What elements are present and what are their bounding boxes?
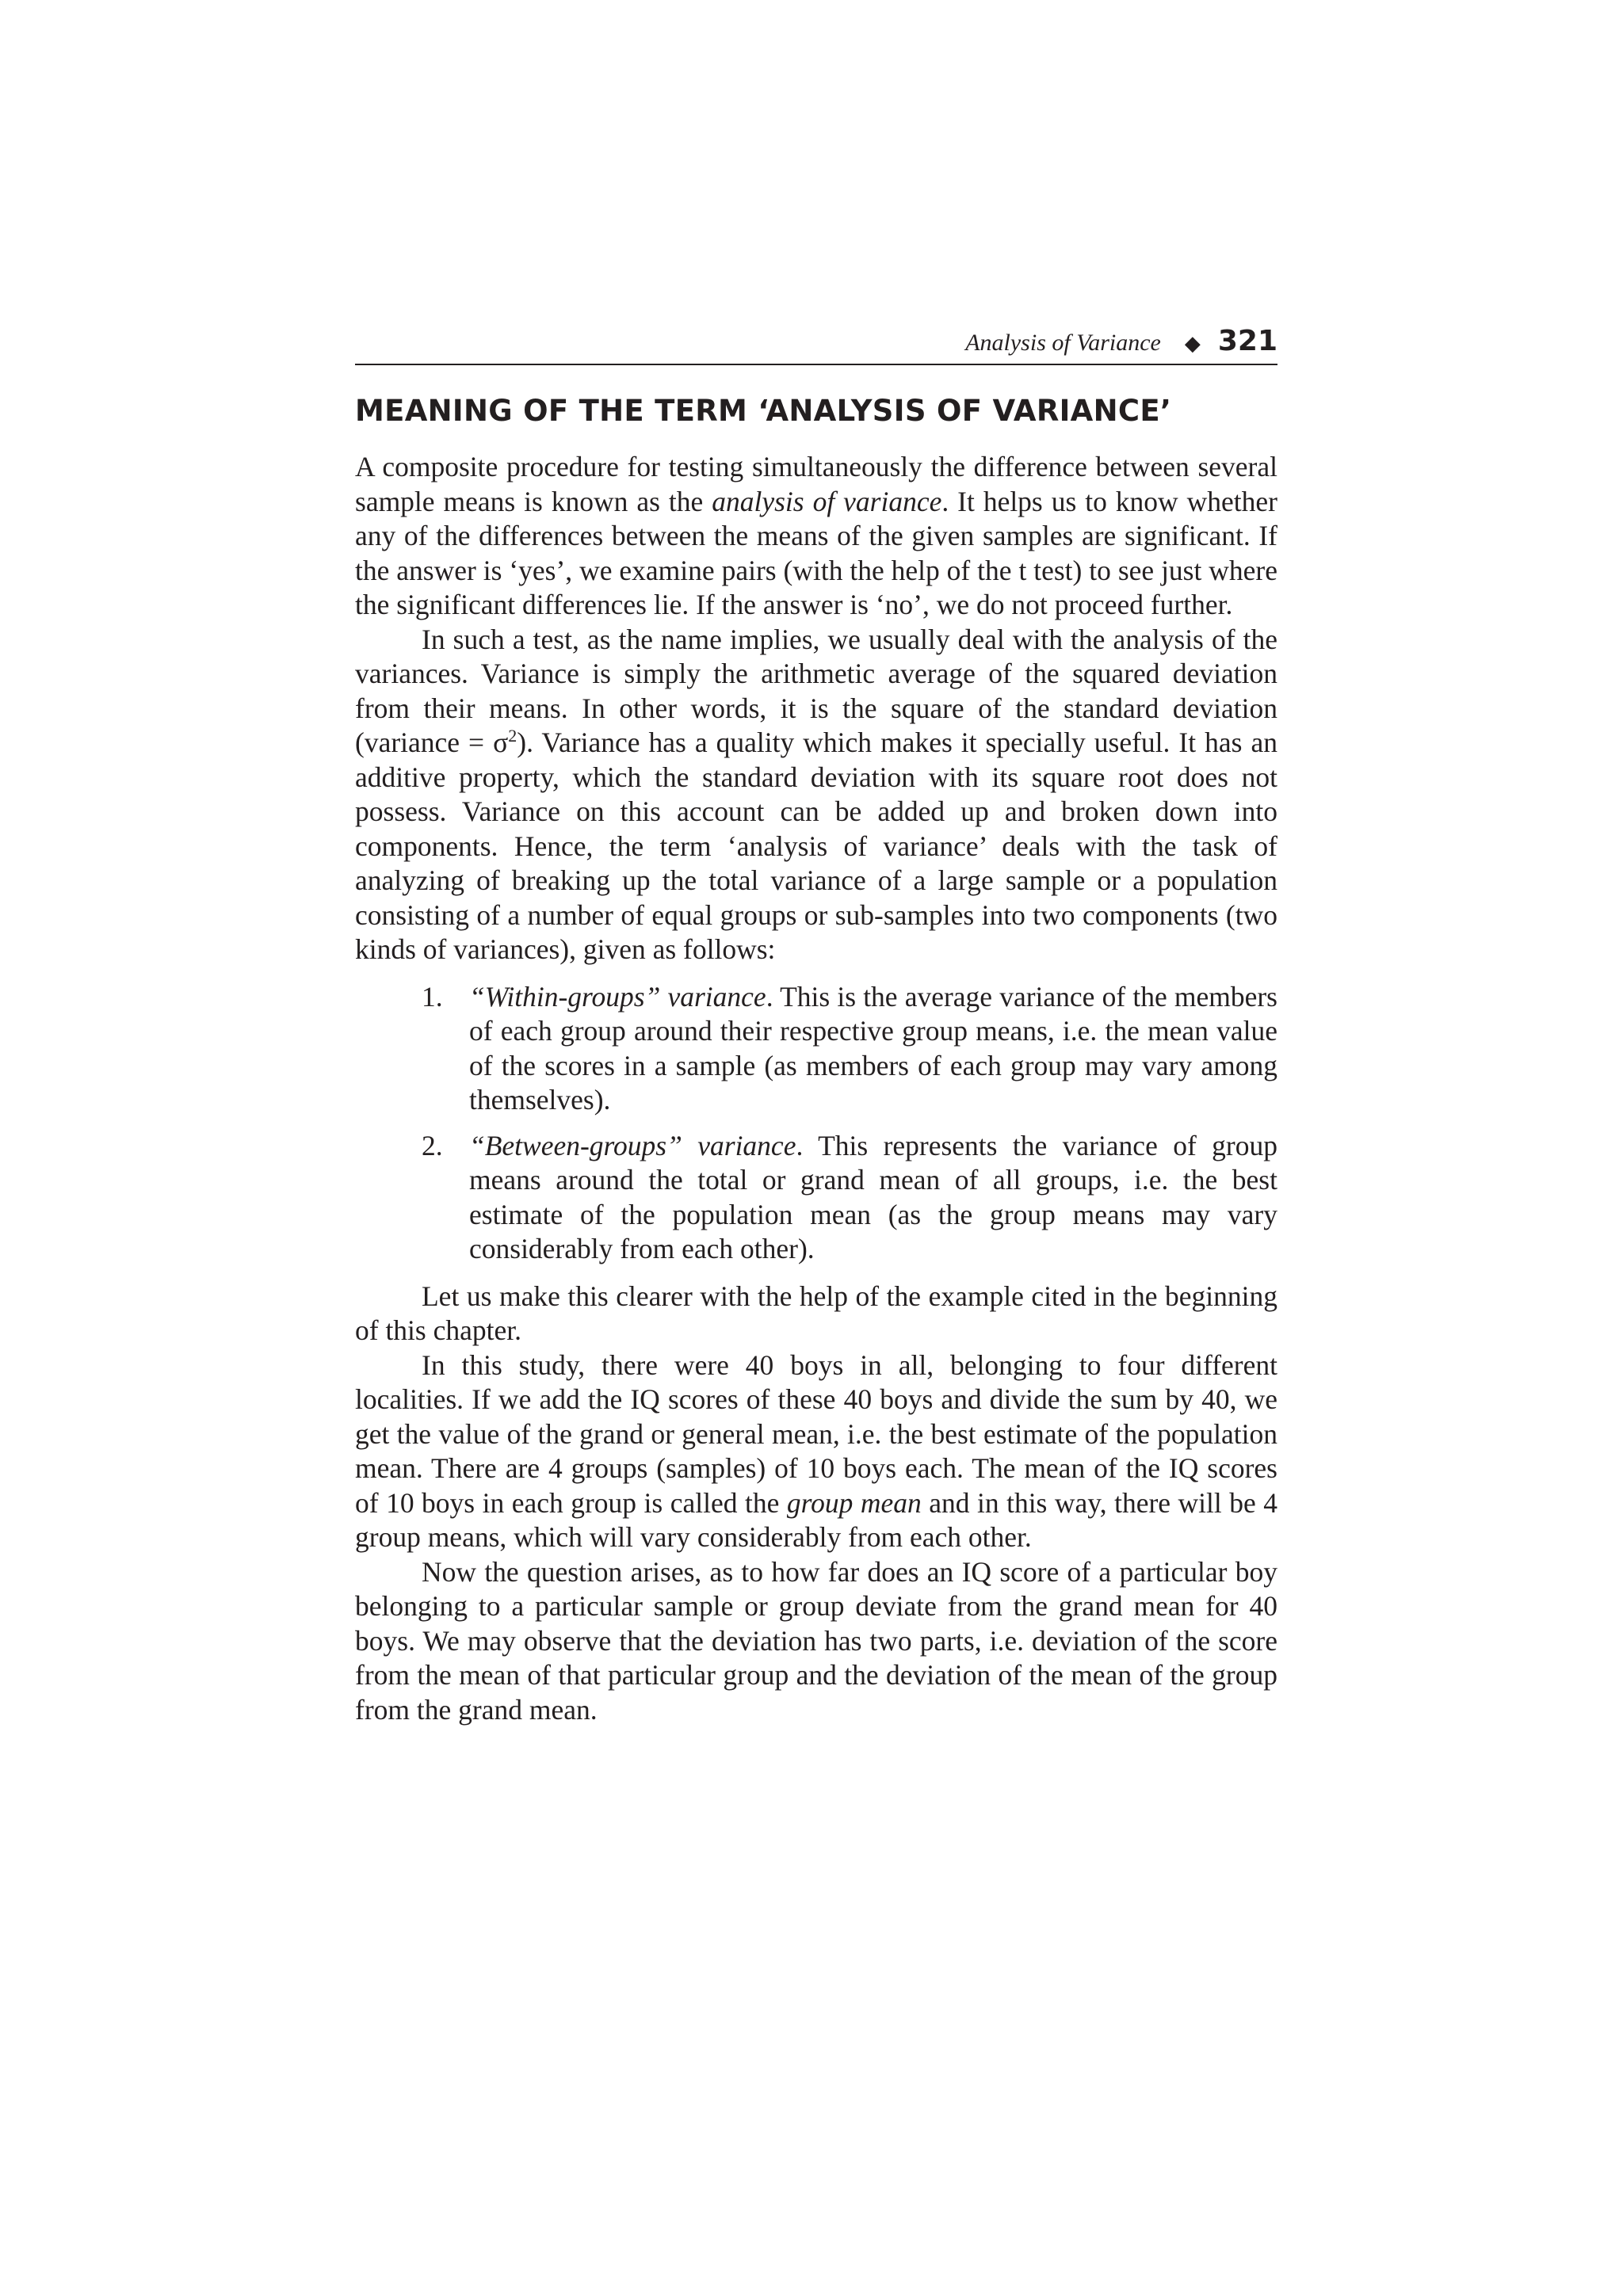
term-group-mean: group mean [786,1486,922,1519]
page-number: 321 [1217,325,1277,357]
list-item-text: “Within-groups” variance. This is the average variance of the members of each group around their respective group means, i.e. the mean value of the scores in a sample (as members of each group may vary among themselves). [469,980,1277,1116]
list-item-text: “Between-groups” variance. This represents the variance of group means around the total or grand mean of all groups, i.e. the best estimate of the population mean (as the group means may vary considerably from each other). [469,1129,1277,1264]
running-head-title: Analysis of Variance [965,330,1161,356]
superscript-2: 2 [508,726,517,746]
section-heading: MEANING OF THE TERM ‘ANALYSIS OF VARIANCE’ [355,394,1172,428]
list-item-term: “Between-groups” variance [469,1129,796,1161]
list-item [355,980,1277,1118]
list-number: 1. [422,980,443,1013]
paragraph-3: Let us make this clearer with the help of the example cited in the beginning of this chapter. [355,1280,1277,1346]
list-item-term: “Within-groups” variance [469,980,766,1013]
paragraph-4: In this study, there were 40 boys in all, belonging to four different localities. If we add the IQ scores of these 40 boys and divide the sum by 40, we get the value of the grand or general mean, i.e. the best estimate of the population mean. There are 4 groups (samples) of 10 boys each. The mean of the IQ scores of 10 boys in each group is called the group mean and in this way, there will be 4 group means, which will vary considerably from each other. [355,1348,1277,1553]
paragraph-1: A composite procedure for testing simultaneously the difference between several sample means is known as the analysis of variance. It helps us to know whether any of the differences between the means of the given samples are significant. If the answer is ‘yes’, we examine pairs (with the help of the t test) to see just where the significant differences lie. If the answer is ‘no’, we do not proceed further. [355,451,1277,620]
paragraph-2: In such a test, as the name implies, we usually deal with the analysis of the variances. Variance is simply the arithmetic average of the squared deviation from their means. In other words, it is the square of the standard deviation (variance = $\sigma^2$). Variance has a quality which makes it specially useful. It has an additive property, which the standard deviation with its square root does not possess. Variance on this account can be added up and broken down into components. Hence, the term ‘analysis of variance’ deals with the task of analyzing of breaking up the total variance of a large sample or a population consisting of a number of equal groups or sub-samples into two components (two kinds of variances), given as follows: [355,623,1277,965]
list-item [355,1129,1277,1267]
running-head [355,325,1277,365]
paragraph-5: Now the question arises, as to how far does an IQ score of a particular boy belonging to a particular sample or group deviate from the grand mean for 40 boys. We may observe that the deviation has two parts, i.e. deviation of the score from the mean of that particular group and the deviation of the mean of the group from the grand mean. [355,1555,1277,1726]
term-analysis-of-variance: analysis of variance [712,485,942,517]
list-number: 2. [422,1129,443,1161]
book-page [355,325,1277,1727]
diamond-icon: ◆ [1184,332,1201,356]
variance-types-list [355,980,1277,1267]
